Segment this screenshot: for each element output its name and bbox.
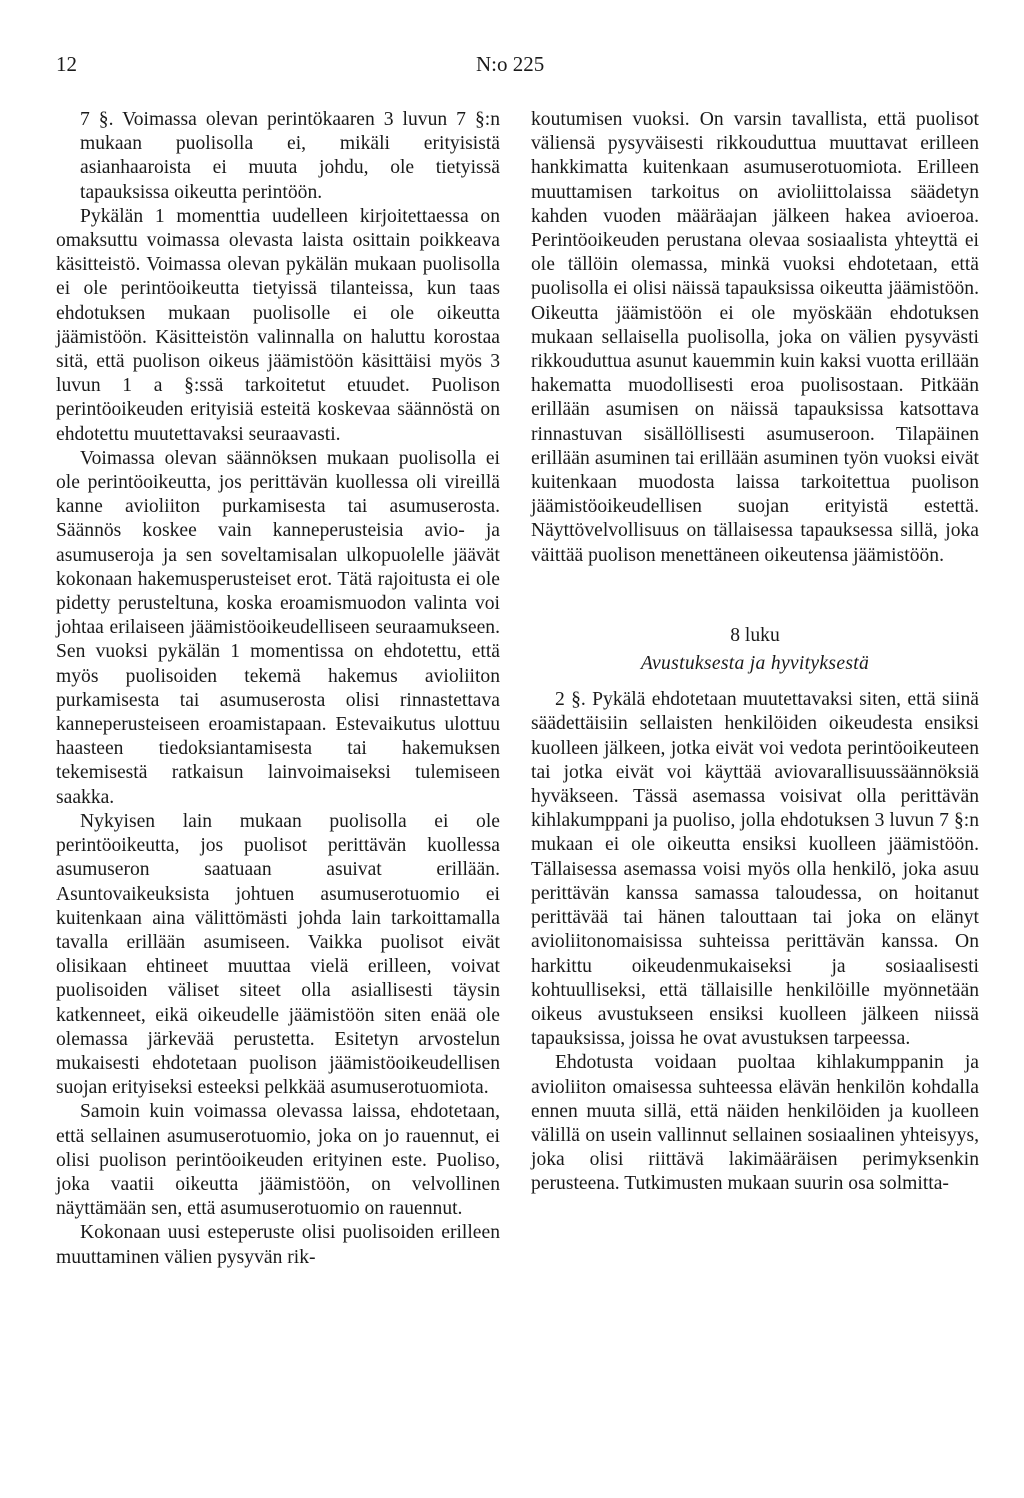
paragraph: Ehdotusta voidaan puoltaa kihlakumppanin ja avioliiton omaisessa suhteessa elävän henkilön kohdalla ennen muuta sillä, että näiden henkilöiden ja kuolleen välillä on usein vallinnut sellainen sosiaalinen yhteisyys, joka olisi riittävä lakimääräisen perimyksenkin perusteena. Tutkimusten mukaan suurin osa solmitta- xyxy=(531,1052,979,1195)
paragraph: Voimassa olevan säännöksen mukaan puolisolla ei ole perintöoikeutta, jos perittävän kuollessa oli vireillä kanne avioliiton purkamisesta tai asumuserosta. Säännös koskee vain kanneperusteisia avio- ja asumuseroja ja sen soveltamisalan ulkopuolelle jäävät kokonaan hakemusperusteiset erot. Tätä rajoitusta ei ole pidetty perusteltuna, koska eroamismuodon valinta voi johtaa erilaiseen jäämistöoikeudelliseen seuraamukseen. Sen vuoksi pykälän 1 momentissa on ehdotettu, että myös puolisoiden tekemä hakemus avioliiton purkamisesta tai asumuserosta olisi rinnastettava kanneperusteiseen eroamistapaan. Estevaikutus ulottuu haasteen tiedoksiantamisesta tai hakemuksen tekemisestä ratkaisun lainvoimaiseksi tulemiseen saakka. xyxy=(56,447,500,808)
left-column xyxy=(56,108,500,1270)
chapter-title: Avustuksesta ja hyvityksestä xyxy=(640,653,870,675)
paragraph: 2 §. Pykälä ehdotetaan muutettavaksi siten, että siinä säädettäisiin sellaisten henkilöiden oikeudesta ensiksi kuolleen jälkeen, jotka eivät voi vedota perintöoikeuteen tai jotka eivät voi käyttää aviovarallisuussäännöksiä hyväkseen. Tässä asemassa voisivat olla perittävän kihlakumppani ja puoliso, jolla ehdotuksen 3 luvun 7 §:n mukaan ei ole oikeutta ensiksi kuolleen jäämistöön. Tällaisessa asemassa voisi myös olla henkilö, joka asuu perittävän kanssa samassa taloudessa, on hoitanut perittävää tai hänen talouttaan tai joka on elänyt avioliitonomaisissa suhteissa perittävän kanssa. On harkittu oikeudenmukaiseksi ja sosiaalisesti kohtuulliseksi, että tällaisille henkilöille myönnetään oikeus avustukseen ensiksi kuolleen jälkeen niissä tapauksissa, joissa he ovat avustuksen tarpeessa. xyxy=(531,689,979,1050)
right-column xyxy=(531,108,979,1197)
page-number: 12 xyxy=(56,52,77,76)
paragraph: Kokonaan uusi esteperuste olisi puolisoiden erilleen muuttaminen välien pysyvän rik- xyxy=(56,1222,500,1268)
paragraph: koutumisen vuoksi. On varsin tavallista, että puolisot väliensä pysyväisesti rikkouduttua muuttavat erilleen hankkimatta kuitenkaan asumuserotuomiota. Erilleen muuttamisen tarkoitus on avioliittolaissa säädetyn kahden vuoden määräajan jälkeen hakea avioeroa. Perintöoikeuden perustana olevaa sosiaalista yhteyttä ei ole tällöin olemassa, minkä vuoksi ehdotetaan, että puolisolla ei olisi näissä tapauksissa oikeutta jäämistöön. Oikeutta jäämistöön ei ole myöskään ehdotuksen mukaan sellaisella puolisolla, joka on välien pysyvästi rikkouduttua asunut kauemmin kuin kaksi vuotta erillään hakematta muodollisesti eroa puolisostaan. Pitkään erillään asumisen on näissä tapauksissa katsottava rinnastuvan sisällöllisesti asumuseroon. Tilapäinen erillään asuminen tai erillään asuminen työn vuoksi eivät kuitenkaan muodosta laissa tarkoitettua puolison jäämistöoikeudellisen suojan erityistä estettä. Näyttövelvollisuus on tällaisessa tapauksessa sillä, joka väittää puolison menettäneen oikeutensa jäämistöön. xyxy=(531,109,979,566)
chapter-number: 8 luku xyxy=(730,624,780,646)
paragraph: Nykyisen lain mukaan puolisolla ei ole perintöoikeutta, jos puolisot perittävän kuollessa asumuseron saatuaan asuivat erillään. Asuntovaikeuksista johtuen asumuserotuomio ei kuitenkaan aina välittömästi johda lain tarkoittamalla tavalla erillään asumiseen. Vaikka puolisot eivät olisikaan ehtineet muuttaa vielä erilleen, voivat puolisoiden väliset siteet olla asiallisesti täysin katkenneet, eikä oikeudelle jäämistöön siten enää ole olemassa järkevää perustetta. Esitetyn arvostelun mukaisesti ehdotetaan puolison jäämistöoikeudellisen suojan erityiseksi esteeksi pelkkää asumuserotuomiota. xyxy=(56,810,500,1099)
series-number: N:o 225 xyxy=(476,52,545,76)
paragraph: 7 §. Voimassa olevan perintökaaren 3 luvun 7 §:n mukaan puolisolla ei, mikäli erityisistä asianhaaroista ei muuta johdu, ole tietyissä tapauksissa oikeutta perintöön. xyxy=(80,109,500,203)
paragraph: Samoin kuin voimassa olevassa laissa, ehdotetaan, että sellainen asumuserotuomio, joka on jo rauennut, ei olisi puolison perintöoikeuden erityinen este. Puoliso, joka vaatii oikeutta jäämistöön, on velvollinen näyttämään sen, että asumuserotuomio on rauennut. xyxy=(56,1101,500,1220)
paragraph: Pykälän 1 momenttia uudelleen kirjoitettaessa on omaksuttu voimassa olevasta laista osittain poikkeava käsitteistö. Voimassa olevan pykälän mukaan puolisolla ei ole perintöoikeutta tietyissä tilanteissa, kun taas ehdotuksen mukaan puolisolle ei ole oikeutta jäämistöön. Käsitteistön valinnalla on haluttu korostaa sitä, että puolison oikeus jäämistöön käsittäisi myös 3 luvun 1 a §:ssä tarkoitetut etuudet. Puolison perintöoikeuden erityisiä esteitä koskevaa säännöstä on ehdotettu muutettavaksi seuraavasti. xyxy=(56,205,500,445)
